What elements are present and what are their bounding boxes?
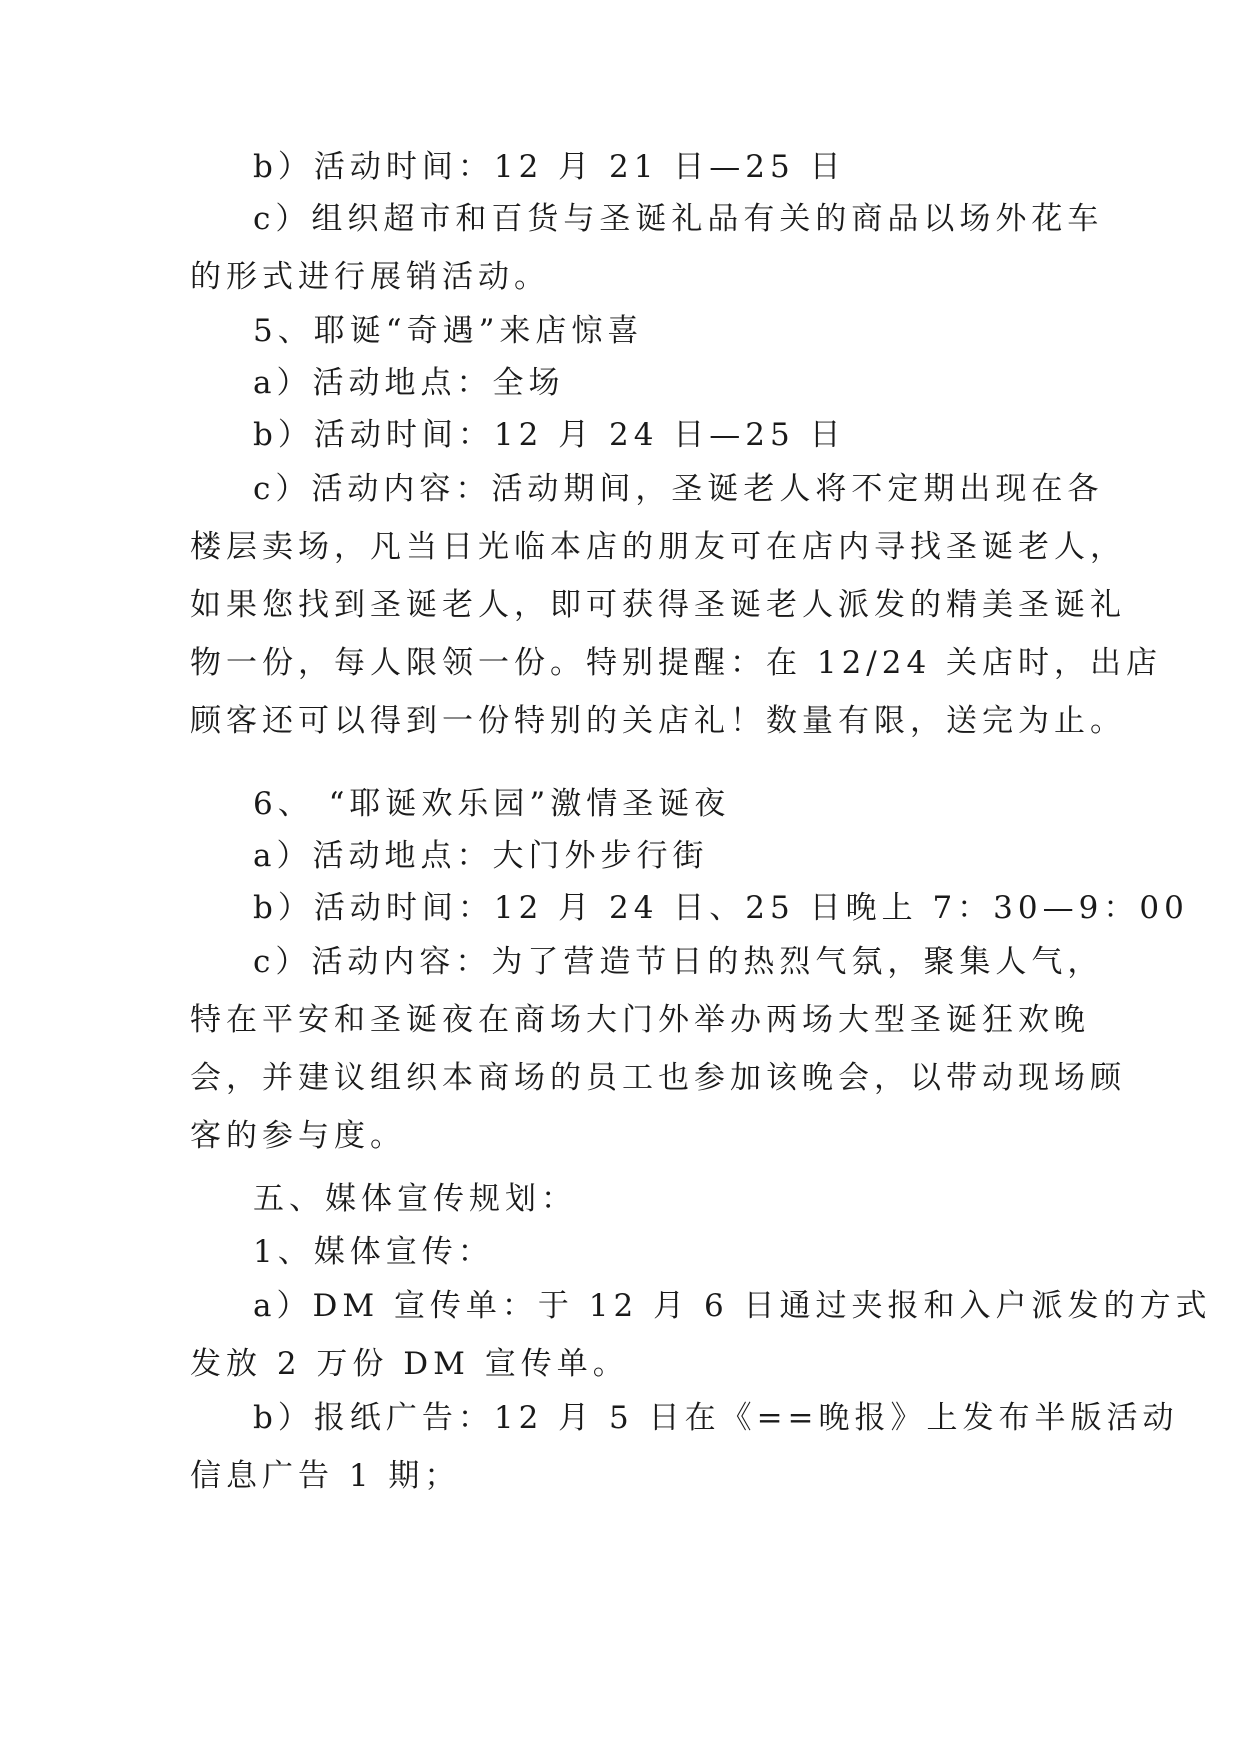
paragraph	[190, 302, 1070, 360]
text-line: 客的参与度。	[190, 1118, 406, 1154]
text-line: 会，并建议组织本商场的员工也参加该晚会，以带动现场顾	[190, 1060, 1126, 1096]
text-line: 楼层卖场，凡当日光临本店的朋友可在店内寻找圣诞老人，	[190, 529, 1126, 565]
paragraph	[190, 1170, 1070, 1228]
paragraph	[190, 138, 1070, 196]
text-line: a）活动地点：大门外步行街	[253, 838, 709, 874]
paragraph	[190, 460, 1163, 750]
text-line: 信息广告 1 期；	[190, 1458, 461, 1494]
paragraph	[190, 827, 1070, 885]
paragraph	[190, 1389, 1179, 1505]
paragraph	[190, 933, 1126, 1165]
text-line: c）活动内容：为了营造节日的热烈气氛，聚集人气，	[253, 944, 1104, 980]
text-line: c）活动内容：活动期间，圣诞老人将不定期出现在各	[253, 471, 1104, 507]
paragraph	[190, 1277, 1212, 1393]
paragraph	[190, 190, 1104, 306]
paragraph	[190, 406, 1070, 464]
text-line: b）活动时间：12 月 21 日—25 日	[253, 149, 846, 185]
text-line: 物一份，每人限领一份。特别提醒：在 12/24 关店时，出店	[190, 645, 1163, 681]
text-line: 如果您找到圣诞老人，即可获得圣诞老人派发的精美圣诞礼	[190, 587, 1126, 623]
section-heading: 五、媒体宣传规划：	[253, 1181, 577, 1217]
text-line: a）活动地点：全场	[253, 365, 565, 401]
text-line: 的形式进行展销活动。	[190, 259, 550, 295]
text-line: 1、媒体宣传：	[253, 1234, 494, 1270]
paragraph	[190, 354, 1070, 412]
paragraph	[190, 879, 1189, 937]
text-line: a）DM 宣传单：于 12 月 6 日通过夹报和入户派发的方式	[253, 1288, 1212, 1324]
text-line: 特在平安和圣诞夜在商场大门外举办两场大型圣诞狂欢晚	[190, 1002, 1090, 1038]
text-line: 顾客还可以得到一份特别的关店礼！数量有限，送完为止。	[190, 703, 1126, 739]
text-line: 5、耶诞“奇遇”来店惊喜	[253, 313, 644, 349]
text-line: 发放 2 万份 DM 宣传单。	[190, 1346, 629, 1382]
text-line: b）活动时间：12 月 24 日—25 日	[253, 417, 846, 453]
paragraph	[190, 775, 1070, 833]
text-line: b）报纸广告：12 月 5 日在《==晚报》上发布半版活动	[253, 1400, 1179, 1436]
text-line: b）活动时间：12 月 24 日、25 日晚上 7：30—9：00	[253, 890, 1189, 926]
paragraph	[190, 1223, 1070, 1281]
text-line: 6、 “耶诞欢乐园”激情圣诞夜	[253, 786, 731, 822]
text-line: c）组织超市和百货与圣诞礼品有关的商品以场外花车	[253, 201, 1104, 237]
